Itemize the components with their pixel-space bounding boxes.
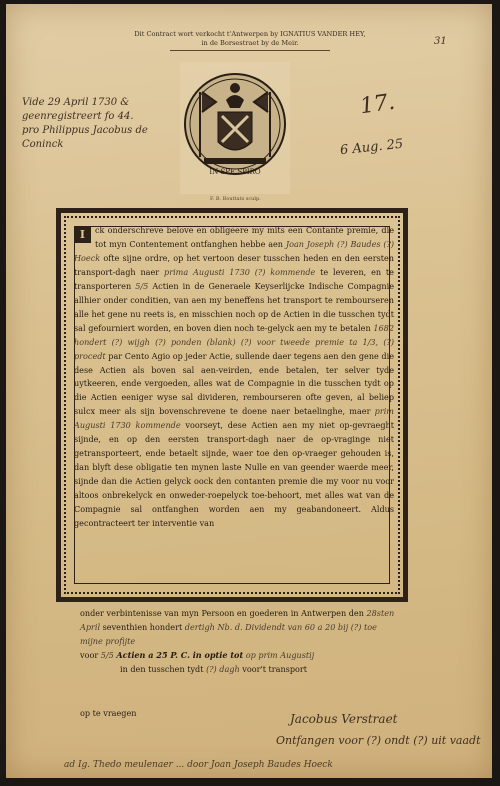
lower-section [80,606,398,676]
bottom-endorsement: ad Ig. Thedo meulenaer ... door Joan Joseph Baudes Hoeck [64,760,333,770]
handwritten-count: 5/5 [135,280,149,291]
handwritten-sum: 1682 hondert (?) wijgh (?) ponden (blank) [74,322,394,347]
contract-p1: ck onderschreve belove en obligeere my mits een Contante premie, die tot myn Contentement ontfanghen hebbe aen [95,225,394,249]
handwritten-option-date: op prim Augustij [245,650,315,660]
contract-p2: ofte sijne ordre, op het vertoon deser tusschen heden en den eersten transport-dagh naer [74,252,394,277]
handwritten-buyer: Joan Joseph (?) Baudes (?) Hoeck [74,238,394,263]
handwritten-year: dertigh [184,622,215,632]
contract-p5: par Cento Agio op jeder Actie, sullende daer tegens aen den gene die dese Actien als boven sal aen-veirden, ende betalen, ter selver tyde uytkeeren, ende vergoeden, alles wat de Compagnie in die tusschen tydt op die Actien eeniger wyse sal divideren, rembourseren ofte geven, al beliep sulcx meer als sijn bovenschrevene te doene naer betaelinghe, maer [74,350,394,417]
decorated-initial: I [74,226,91,243]
lower-p3a: voor [80,650,99,660]
signature-seller: Jacobus Verstraet [290,712,398,726]
contract-body [74,224,394,531]
handwritten-delivery: prima Augusti 1730 (?) kommende [164,266,316,277]
page-number: 31 [434,36,447,47]
closing-line: op te vraegen [80,708,137,718]
company-seal [180,62,290,194]
lower-p2: seventhien hondert [102,622,183,632]
contract-p4: Actien in de Generaele Keyserlijcke Indische Compagnie allhier onder conditien, van aen my beneffens het transport te rembourseren alle het gene nu reets is, en misschien noch op de Actien in die tusschen tydt sal gefourniert worden, en boven dien noch te-gelyck aen my te betalen [74,280,395,333]
lower-p3b: Actien a 25 P. C. in optie tot [116,650,244,660]
printer-header [100,30,400,48]
top-right-date: 6 Aug. 25 [339,136,404,159]
contract-p6: voorseyt, dese Actien aen my niet op-gevraeght sijnde, en op den eersten transport-dagh naer de op-vraginge niet getransporteert, ende betaelt sijnde, waer toe den op-vraeger gehouden is, dan blyft dese obligatie ten mynen laste Nulle en van geender waerde meer, sijnde dan die Actien gelyck oock den contanten premie die my voor nu voor altoos onbrekelyck en onweder-roepelyck toe-behoort, met alles wat van de Compagnie sal ontfanghen worden aen my geabandoneert. Aldus gecontracteert ter interventie van [74,420,394,529]
signature-receipt: Ontfangen voor (?) ondt (?) uit vaadt [276,734,481,747]
handwritten-count-2: 5/5 [100,650,114,660]
margin-note-line-3: pro Philippus Jacobus de Coninck [22,125,148,150]
lower-p4c: voor't transport [242,664,308,674]
handwritten-days: (?) dagh [206,664,240,674]
header-rule [170,50,330,51]
handwritten-dividend-note: Nb. d. Dividendt van 60 a 20 bij (?) toe mijne profijte [80,622,377,646]
header-line-1: Dit Contract wort verkocht t'Antwerpen by IGNATIUS VANDER HEY, [134,30,366,38]
lower-p4a: in den tusschen tydt [120,664,204,674]
header-line-2: in de Borsestraet by de Meir. [201,39,299,47]
engraver-caption: F. B. Bouttats sculp. [210,196,261,202]
margin-note-line-1: Vide 29 April 1730 & [22,97,130,108]
contract-p3: te leveren, en te transporteren [74,266,394,291]
handwritten-rate: ta 1/3, (?) procedt [74,336,394,361]
lower-p1: onder verbintenisse van myn Persoon en goederen in Antwerpen den [80,608,364,618]
margin-note [22,96,182,152]
handwritten-sum-2: (?) voor tweede premie [240,336,345,347]
handwritten-date: 28sten April [80,608,395,632]
margin-note-line-2: geenregistreert fo 44. [22,111,134,122]
top-right-numeral: 17. [358,89,397,120]
seal-motto: IN SPE SPIRO [209,168,261,176]
handwritten-date-2: prim Augusti 1730 kommende [74,406,394,431]
